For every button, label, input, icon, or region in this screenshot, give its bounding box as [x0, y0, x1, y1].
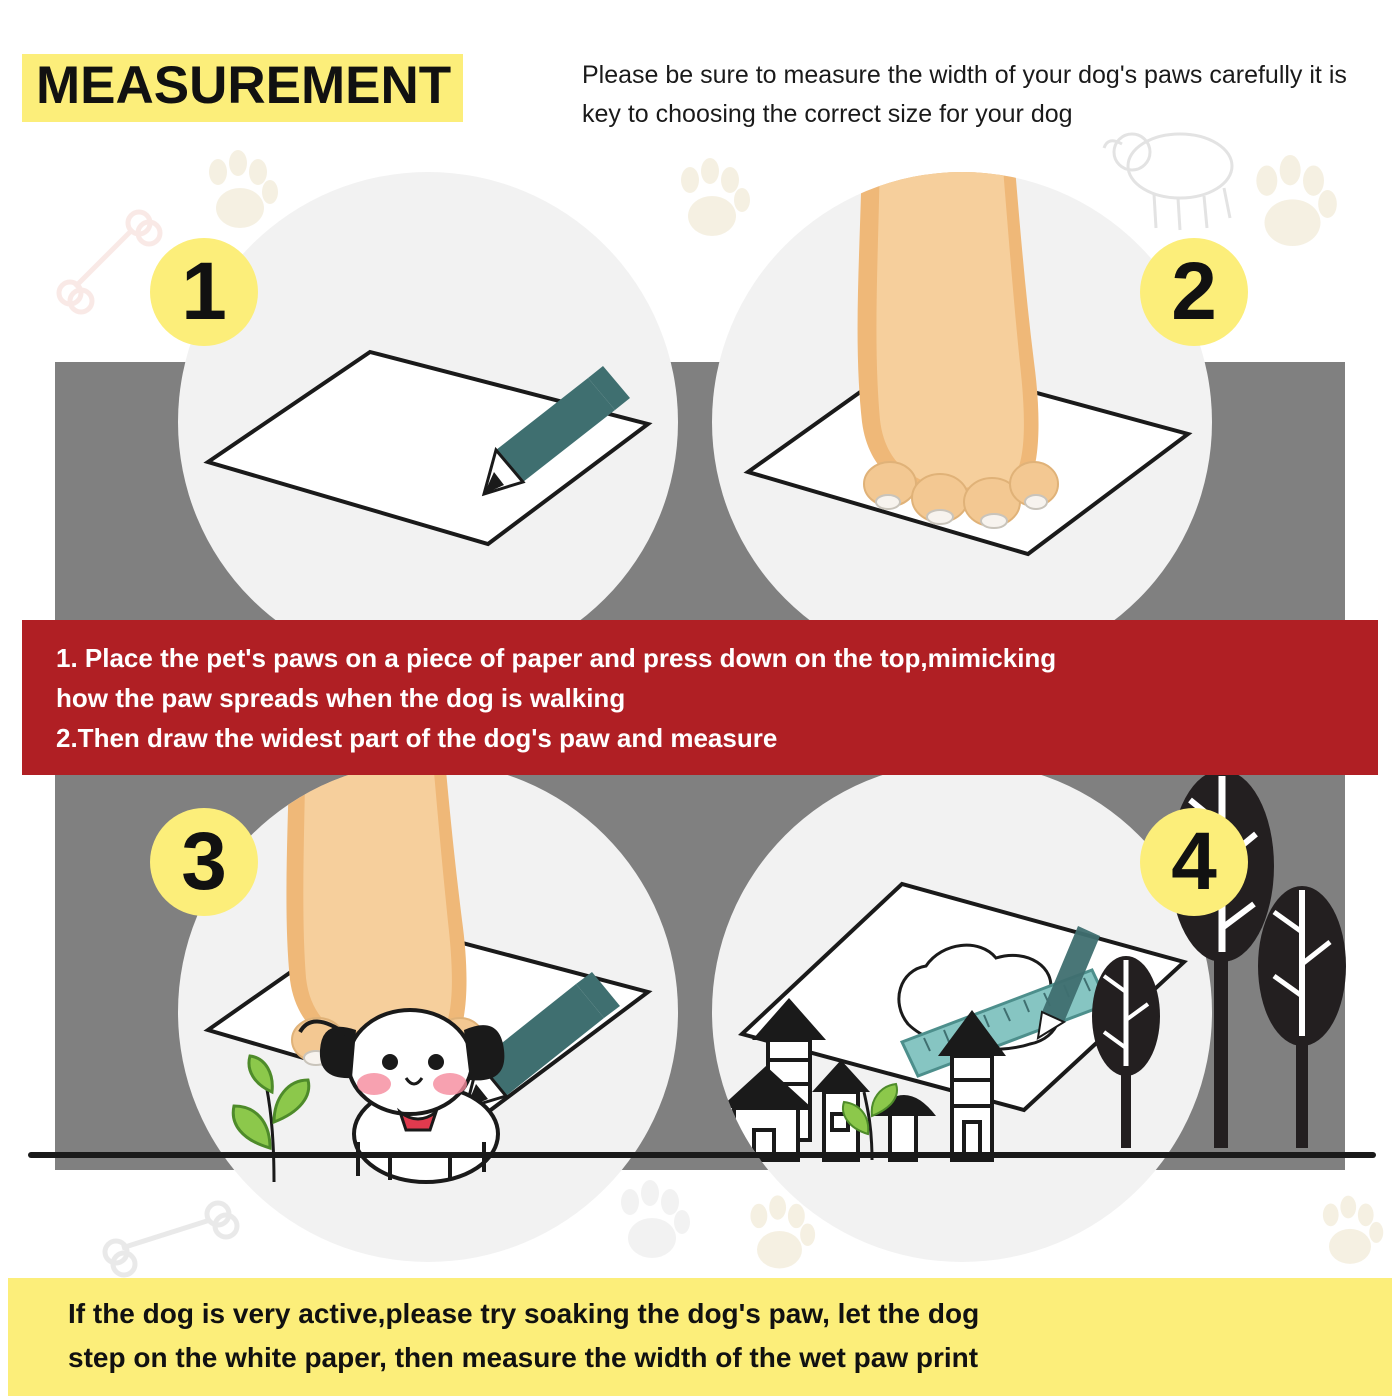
step-number-3: 3 — [181, 816, 227, 907]
step-number-4: 4 — [1171, 816, 1217, 907]
footer-line-2: step on the white paper, then measure the width of the wet paw print — [68, 1342, 979, 1373]
paper-and-pencil-icon — [178, 172, 678, 672]
instruction-line-1: 1. Place the pet's paws on a piece of paper and press down on the top,mimicking — [56, 643, 1057, 673]
header — [22, 28, 1378, 136]
step-1-illustration — [178, 172, 678, 672]
instructions-banner — [22, 620, 1378, 775]
step-2-illustration — [712, 172, 1212, 672]
paw-print-icon — [672, 158, 752, 248]
sheep-outline-icon — [1088, 118, 1268, 238]
instruction-line-2: how the paw spreads when the dog is walking — [56, 683, 626, 713]
paw-outline-drawing-icon — [178, 762, 678, 1262]
header-note: Please be sure to measure the width of your dog's paws carefully it is key to choosing the correct size for your dog — [582, 61, 1347, 128]
step-number-1: 1 — [181, 246, 227, 337]
measurement-title-badge — [22, 54, 463, 122]
page-title: MEASUREMENT — [36, 56, 452, 115]
footer-line-1: If the dog is very active,please try soaking the dog's paw, let the dog — [68, 1298, 980, 1329]
step-number-badge-4 — [1140, 808, 1248, 916]
paw-print-icon — [200, 150, 280, 240]
dog-paw-on-paper-icon — [712, 172, 1212, 672]
step-number-badge-1 — [150, 238, 258, 346]
instruction-line-3: 2.Then draw the widest part of the dog's paw and measure — [56, 723, 778, 753]
step-number-badge-3 — [150, 808, 258, 916]
footer-tip-banner — [8, 1278, 1392, 1396]
paw-print-icon — [1245, 155, 1340, 260]
step-number-2: 2 — [1171, 246, 1217, 337]
step-3-illustration — [178, 762, 678, 1262]
sprout-icon — [233, 1056, 309, 1182]
birch-trees-icon — [1086, 766, 1386, 1166]
paw-print-icon — [1315, 1195, 1385, 1275]
bone-icon — [100, 1178, 250, 1288]
step-number-badge-2 — [1140, 238, 1248, 346]
paw-print-icon — [612, 1180, 692, 1270]
